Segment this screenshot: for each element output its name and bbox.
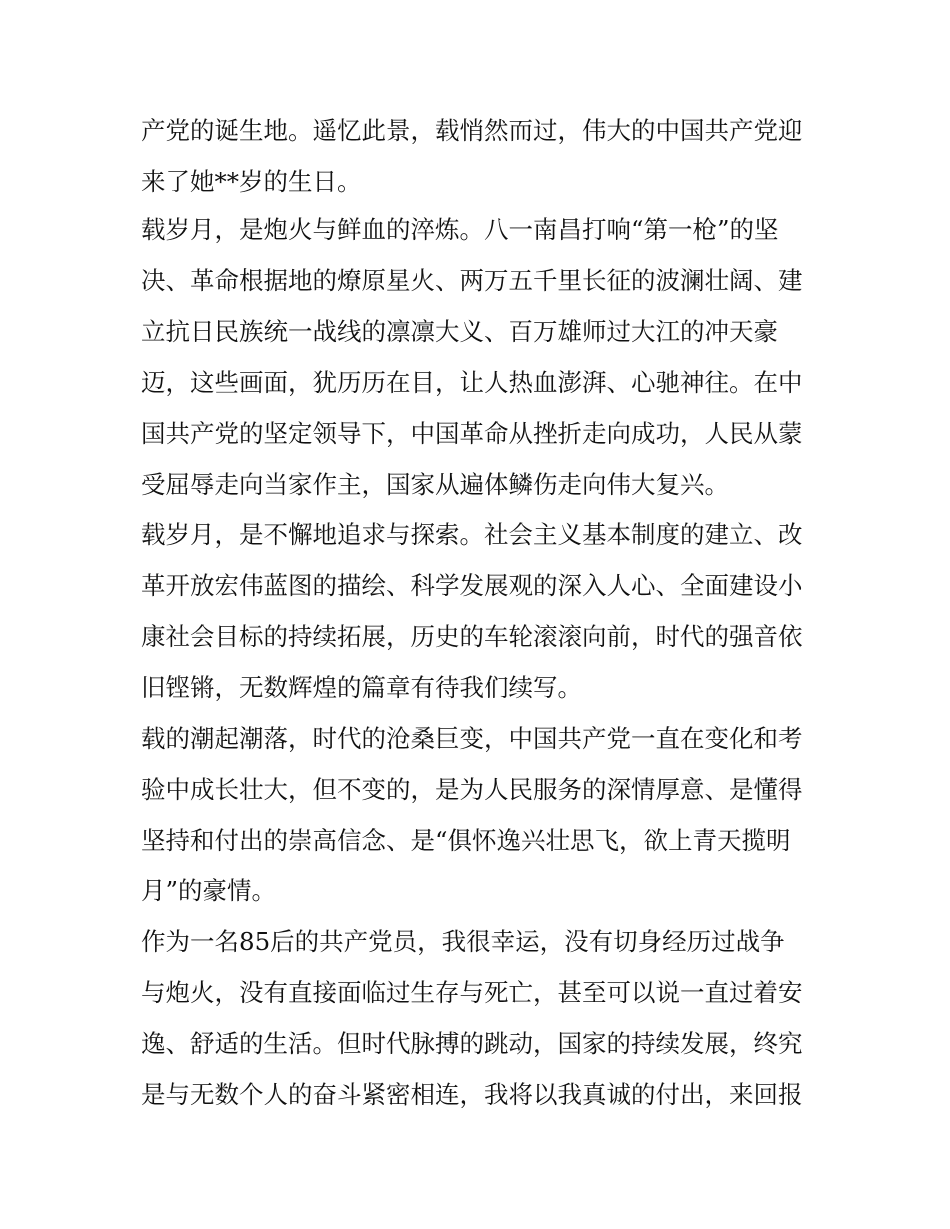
text-line: 立抗日民族统一战线的凛凛大义、百万雄师过大江的冲天豪 [141, 317, 778, 346]
text-line: 载的潮起潮落，时代的沧桑巨变，中国共产党一直在变化和考 [141, 724, 803, 753]
text-line: 作为一名85后的共产党员，我很幸运，没有切身经历过战争 [141, 927, 785, 956]
text-line: 旧铿锵，无数辉煌的篇章有待我们续写。 [141, 673, 582, 702]
text-line: 革开放宏伟蓝图的描绘、科学发展观的深入人心、全面建设小 [141, 571, 803, 600]
text-line: 载岁月，是不懈地追求与探索。社会主义基本制度的建立、改 [141, 520, 803, 549]
text-line: 产党的诞生地。遥忆此景，载悄然而过，伟大的中国共产党迎 [141, 116, 803, 145]
text-line: 逸、舒适的生活。但时代脉搏的跳动，国家的持续发展，终究 [141, 1029, 803, 1058]
text-line: 是与无数个人的奋斗紧密相连，我将以我真诚的付出，来回报 [141, 1080, 803, 1109]
text-line: 验中成长壮大，但不变的，是为人民服务的深情厚意、是懂得 [141, 775, 803, 804]
text-line: 决、革命根据地的燎原星火、两万五千里长征的波澜壮阔、建 [141, 266, 803, 295]
text-line: 载岁月，是炮火与鲜血的淬炼。八一南昌打响“第一枪”的坚 [141, 215, 779, 244]
text-line: 与炮火，没有直接面临过生存与死亡，甚至可以说一直过着安 [141, 978, 803, 1007]
text-line: 迈，这些画面，犹历历在目，让人热血澎湃、心驰神往。在中 [141, 368, 803, 397]
text-line: 国共产党的坚定领导下，中国革命从挫折走向成功，人民从蒙 [141, 419, 803, 448]
text-line: 受屈辱走向当家作主，国家从遍体鳞伤走向伟大复兴。 [141, 470, 729, 499]
text-line: 康社会目标的持续拓展，历史的车轮滚滚向前，时代的强音依 [141, 622, 803, 651]
text-line: 月”的豪情。 [141, 876, 277, 905]
text-line: 坚持和付出的崇高信念、是“俱怀逸兴壮思飞，欲上青天揽明 [141, 826, 791, 855]
text-line: 来了她**岁的生日。 [141, 167, 362, 196]
